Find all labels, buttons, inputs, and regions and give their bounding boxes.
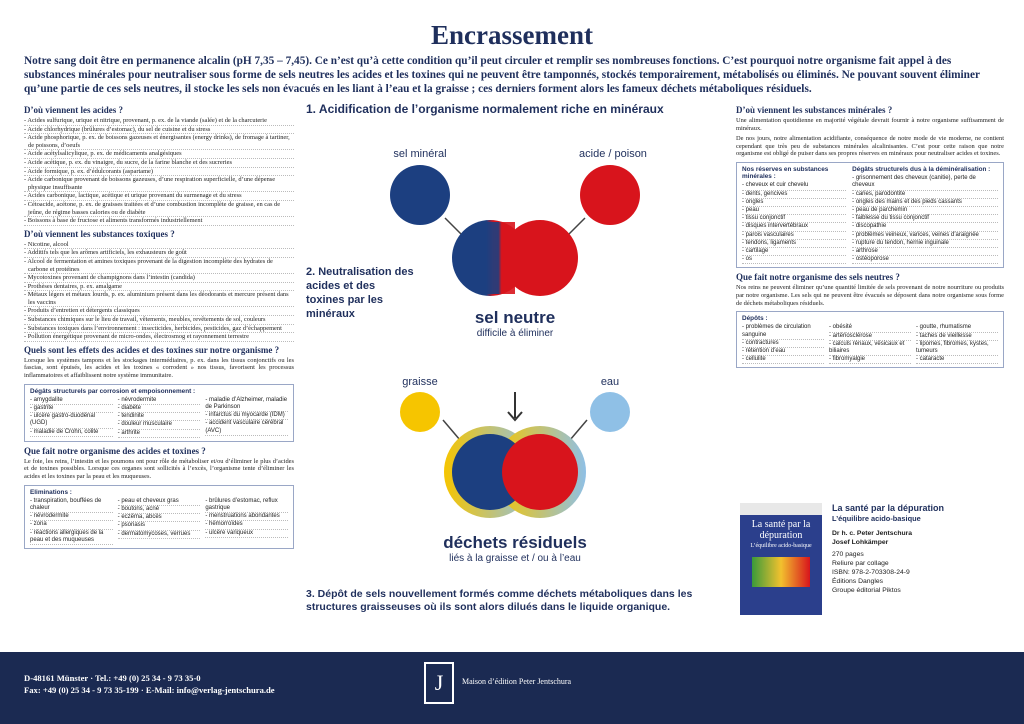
depots-col-3 [916,324,998,364]
elim-box [24,485,294,549]
list-item: - peau [742,207,846,215]
list-item: - peau et cheveux gras [118,498,201,506]
book-binding: Reliure par collage [832,560,889,567]
list-item: - arthrose [852,248,998,256]
list-item: - gastrite [30,405,113,413]
list-item: - contractures [742,340,824,348]
book-cover [740,503,822,615]
list-item: - névrodermite [30,513,113,521]
sel-mineral-label: sel minéral [393,148,447,160]
toxins-heading: D’où viennent les substances toxiques ? [24,228,175,239]
center-diagram [300,100,730,620]
list-item: - Mycotoxines provenant de champignons dans l’intestin (candida) [24,274,294,283]
list-item: - ulcère variqueux [205,530,288,538]
list-item: - Métaux légers et métaux lourds, p. ex. aluminium présent dans les déodorants et mercure présent dans les vaccins [24,291,294,307]
elim-box-title: Eliminations : [30,488,72,496]
book-author-1: Dr h. c. Peter Jentschura [832,530,913,537]
reserves-title: Nos réserves en substances minérales : [742,165,829,181]
list-item: - tissu conjonctif [742,215,846,223]
right-column [736,102,1004,372]
list-item: - douleur musculaire [118,421,201,429]
sel-neutre-sublabel: difficile à éliminer [476,328,554,339]
list-item: - Acide acétylsalicylique, p. ex. de médicaments analgésiques [24,150,294,159]
footer-address-line-1: D-48161 Münster · Tel.: +49 (0) 25 34 - 9 73 35-0 [24,673,201,683]
demineral-list [852,175,998,264]
damage-col-1 [30,397,113,438]
list-item: - Acides sulfurique, urique et nitrique, provenant, p. ex. de la viande (salée) et de la charcuterie [24,117,294,126]
list-item: - réactions allergiques de la peau et des muqueuses [30,530,113,545]
list-item: - os [742,256,846,264]
list-item: - disques intervertébraux [742,223,846,231]
minerals-text-1: Une alimentation quotidienne en majorité végétale devrait fournir à notre organisme suffisamment de minéraux. [736,117,1004,132]
list-item: - transpiration, bouffées de chaleur [30,498,113,513]
list-item: - psoriasis [118,522,201,530]
dechets-label: déchets résiduels [443,533,587,552]
list-item: - Acide carbonique provenant de boissons gazeuses, d’une respiration superficielle, d’une dépense physique insuffisante [24,176,294,192]
list-item: - tendinite [118,413,201,421]
list-item: - cartilage [742,248,846,256]
list-item: - dermatomycoses, verrues [118,531,201,539]
sel-neutre-label: sel neutre [474,308,556,327]
list-item: - brûlures d’estomac, reflux gastrique [205,498,288,513]
sels-heading: Que fait notre organisme des sels neutres ? [736,272,900,283]
acide-poison-circle [580,165,640,225]
sel-mineral-circle [390,165,450,225]
effects-text: Lorsque les systèmes tampons et les stockages intermédiaires, p. ex. dans les tissus conjonctifs ou les fascias, sont épuisés, les acides et les toxines « corrodent » nos tissus, favorisent les processus inflammatoires et affaiblissent notre système immunitaire. [24,356,294,380]
list-item: - lipomes, fibromes, kystes, tumeurs [916,341,998,356]
list-item: - diabète [118,405,201,413]
list-item: - problèmes de circulation sanguine [742,324,824,339]
book-publisher-1: Éditions Dangles [832,578,884,585]
step-2-text: 2. Neutralisation des acides et des toxines par les minéraux [306,266,414,320]
step-1-text: 1. Acidification de l’organisme normalement riche en minéraux [306,102,664,116]
book-title: La santé par la dépuration [832,503,945,513]
list-item: - Substances chimiques sur le lieu de travail, vêtements, meubles, revêtements de sol, couleurs [24,316,294,325]
list-item: - Produits d’entretien et détergents classiques [24,307,294,316]
list-item: - ongles [742,199,846,207]
damage-box-title: Dégâts structurels par corrosion et empoisonnement : [30,387,196,395]
list-item: - parois vasculaires [742,232,846,240]
graisse-label: graisse [402,376,438,388]
step-3-text: 3. Dépôt de sels nouvellement formés comme déchets métaboliques dans les structures graisseuses où ils sont alors dilués dans le liquide organique. [306,588,693,613]
depots-col-2 [829,324,911,364]
footer-address-line-2: Fax: +49 (0) 25 34 - 9 73 35-199 · E-Mail: info@verlag-jentschura.de [24,685,275,695]
book-info [832,503,1002,595]
list-item: - Boissons à base de fructose et aliments transformés industriellement [24,217,294,226]
list-item: - Prothèses dentaires, p. ex. amalgame [24,283,294,292]
damage-col-3 [205,397,288,438]
minerals-heading: D’où viennent les substances minérales ? [736,105,893,115]
acide-poison-label: acide / poison [579,148,647,160]
list-item: - ostéoporose [852,256,998,264]
list-item: - rétention d’eau [742,348,824,356]
list-item: - Nicotine, alcool [24,241,294,250]
list-item: - problèmes veineux, varices, veines d’araignée [852,232,998,240]
depots-box [736,311,1004,368]
list-item: - cheveux et cuir chevelu [742,182,846,190]
elim-col-2 [118,498,201,545]
book-cover-title: La santé par la dépuration [751,519,811,541]
list-item: - infarctus du myocarde (IDM) [205,412,288,420]
list-item: - Additifs tels que les arômes artificiels, les exhausteurs de goût [24,249,294,258]
graisse-circle [400,392,440,432]
book-subtitle: L’équilibre acido-basique [832,514,921,523]
list-item: - maladie de Crohn, colite [30,429,113,437]
elim-heading: Que fait notre organisme des acides et toxines ? [24,445,206,456]
list-item: - goutte, rhumatisme [916,324,998,332]
list-item: - grisonnement des cheveux (canitie), perte de cheveux [852,175,998,190]
list-item: - boutons, acné [118,506,201,514]
list-item: - amygdalite [30,397,113,405]
list-item: - Acides carbonique, lactique, acétique et urique provenant du surmenage et du stress [24,192,294,201]
list-item: - obésité [829,324,911,332]
book-cover-subtitle: L’équilibre acido-basique [750,543,812,549]
list-item: - calculs rénaux, vésicaux et biliaires [829,341,911,356]
elim-col-3 [205,498,288,545]
list-item: - Substances toxiques dans l’environnement : insecticides, herbicides, pesticides, gaz d’échappement [24,325,294,334]
minerals-text-2: De nos jours, notre alimentation acidifiante, conséquence de notre mode de vie moderne, ne contient cependant que très peu de substances minérales alcalinisantes. C’est pour cette raison que notre organisme est obligé de puiser dans ses propres réserves en minéraux pour neutraliser acides et toxines. [736,135,1004,158]
list-item: - accident vasculaire cérébral (AVC) [205,420,288,435]
list-item: - Acide acétique, p. ex. du vinaigre, du sucre, de la farine blanche et des sucreries [24,159,294,168]
reserves-box [736,162,1004,268]
reserves-list [742,182,846,264]
list-item: - hémorroïdes [205,521,288,529]
dechets-sublabel: liés à la graisse et / ou à l’eau [449,553,581,564]
list-item: - Pollution énergétique provenant de micro-ondes, électrosmog et rayonnement terrestre [24,333,294,342]
acids-heading: D’où viennent les acides ? [24,105,123,115]
list-item: - Alcool de fermentation et amines toxiques provenant de la digestion incomplète des hydrates de carbone et protéines [24,258,294,274]
list-item: - Acide formique, p. ex. d’édulcorants (aspartame) [24,168,294,177]
book-isbn: ISBN: 978-2-703308-24-9 [832,569,910,576]
list-item: - discopathie [852,223,998,231]
intro-paragraph: Notre sang doit être en permanence alcalin (pH 7,35 – 7,45). Ce n’est qu’à cette condition qu’il peut circuler et remplir ses nombreuses fonctions. C’est pourquoi notre organisme fait appel à des substances minérales pour neutraliser sous forme de sels neutres les acides et les toxines qui ne peuvent être tamponnés, stockés temporairement, métabolisés ou éliminés. Ne pouvant souvent éliminer qu’une partie de ces sels neutres, il stocke les sels non évacués en les liant à l’eau et la graisse ; ces derniers forment alors les fameux déchets métaboliques résiduels. [24,55,980,96]
toxins-list [24,241,294,342]
list-item: - rupture du tendon, hernie inguinale [852,240,998,248]
list-item: - Acide phosphorique, p. ex. de boissons gazeuses et énergisantes (energy drinks), de fromage à tartiner, de poissons, d’oeufs [24,134,294,150]
list-item: - zona [30,521,113,529]
elim-text: Le foie, les reins, l’intestin et les poumons ont pour rôle de métaboliser et/ou d’éliminer le plus d’acides et de toxines possibles. Lorsque ces organes sont sollicités à l’excès, l’organisme tente d’éliminer les acides et les toxines par la peau et les muqueuses. [24,457,294,481]
list-item: - menstruations abondantes [205,513,288,521]
list-item: - artériosclérose [829,333,911,341]
eau-circle [590,392,630,432]
list-item: - faiblesse du tissu conjonctif [852,215,998,223]
list-item: - dents, gencives [742,191,846,199]
depots-col-1 [742,324,824,364]
list-item: - eczéma, abcès [118,514,201,522]
list-item: - arthrite [118,430,201,438]
list-item: - cellulite [742,356,824,364]
list-item: - Acide chlorhydrique (brûlures d’estomac), du sel de cuisine et du stress [24,126,294,135]
list-item: - maladie d’Alzheimer, maladie de Parkinson [205,397,288,412]
depots-title: Dépôts : [742,315,768,323]
page-title: Encrassement [431,20,593,50]
eau-label: eau [600,376,620,388]
publisher-logo: J [424,662,454,704]
list-item: - ulcère gastro-duodénal (UGD) [30,413,113,428]
book-author-2: Josef Lohkämper [832,539,889,546]
list-item: - Cétoacide, acétone, p. ex. de graisses traitées et d’une combustion incomplète de graisse, en cas de jeûne, de régime basses calories ou de diabète [24,201,294,217]
list-item: - peau de parchemin [852,207,998,215]
left-column [24,102,294,553]
demineral-title: Dégâts structurels dus à la déminéralisation : [852,165,991,173]
list-item: - cataracte [916,356,998,364]
list-item: - fibromyalgie [829,356,911,364]
list-item: - névrodermite [118,397,201,405]
footer [0,652,1024,724]
sels-text: Nos reins ne peuvent éliminer qu’une quantité limitée de sels provenant de notre nourriture ou produits par notre organisme. Les sels qui ne peuvent être évacués se déposent dans notre organisme sous forme de déchets métaboliques résiduels. [736,284,1004,307]
footer-publisher: Maison d’édition Peter Jentschura [462,677,572,686]
list-item: - ongles des mains et des pieds cassants [852,199,998,207]
damage-box [24,384,294,442]
list-item: - caries, parodontite [852,191,998,199]
list-item: - taches de vieillesse [916,333,998,341]
book-pages: 270 pages [832,551,864,558]
book-publisher-2: Groupe éditorial Piktos [832,587,901,594]
damage-col-2 [118,397,201,438]
effects-heading: Quels sont les effets des acides et des toxines sur notre organisme ? [24,344,280,355]
list-item: - tendons, ligaments [742,240,846,248]
acids-list [24,117,294,226]
elim-col-1 [30,498,113,545]
dechets-right-circle [502,434,578,510]
